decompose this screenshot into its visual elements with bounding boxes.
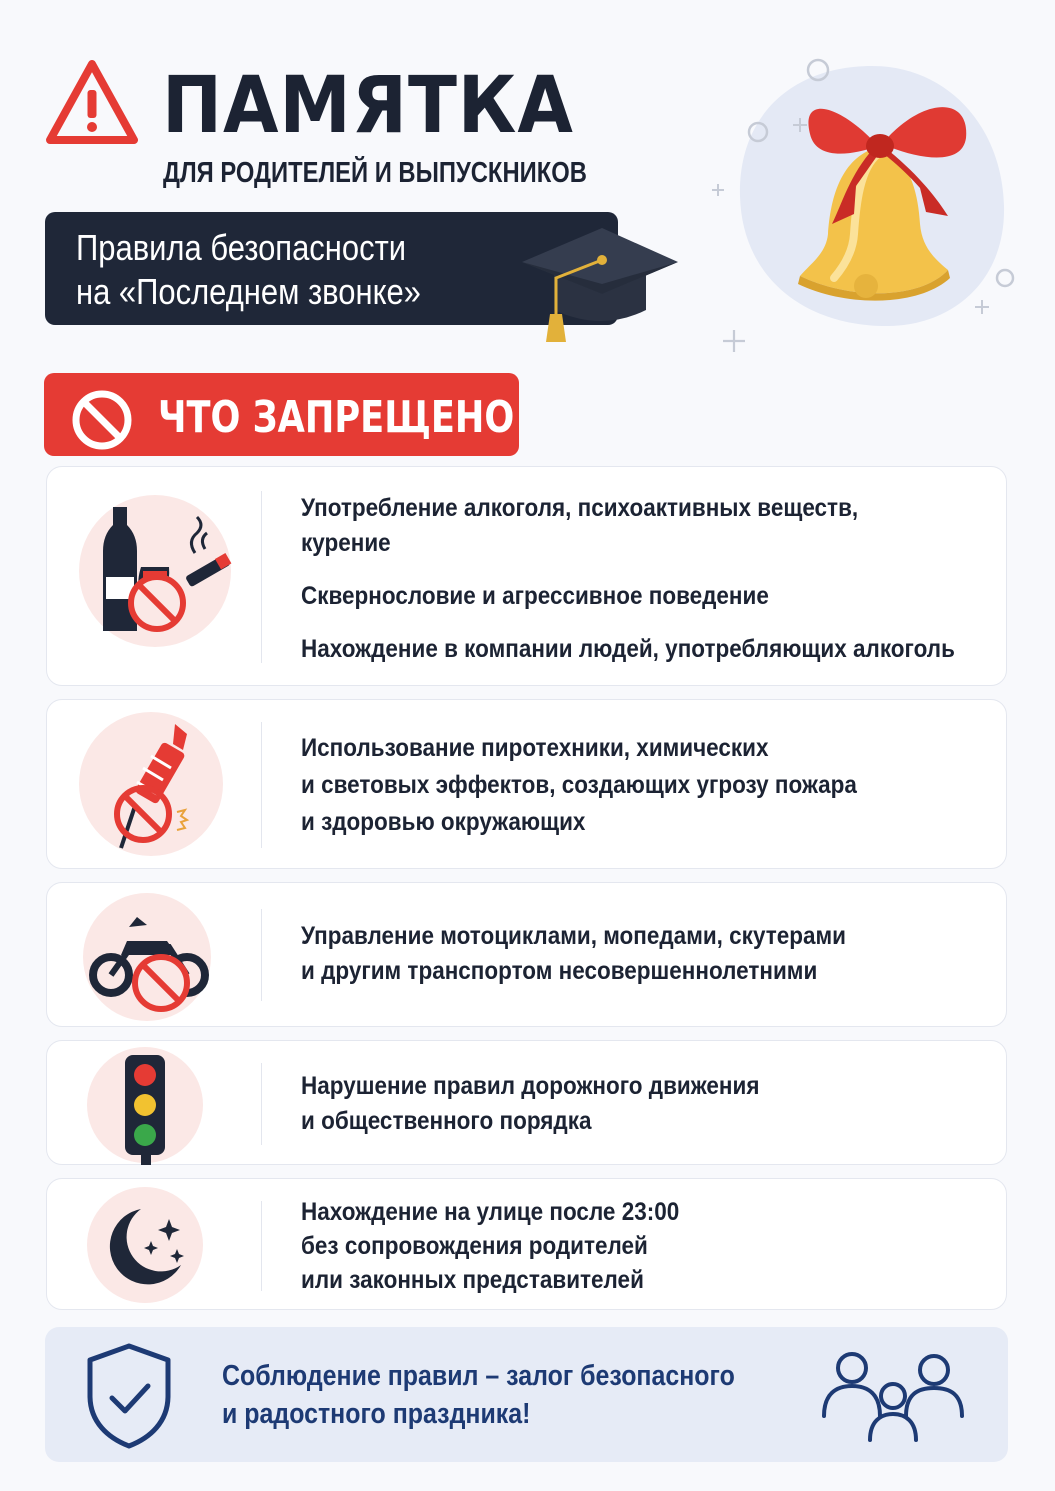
- rule-line: Управление мотоциклами, мопедами, скутерами: [301, 922, 847, 950]
- card-divider: [261, 1063, 262, 1145]
- footer-line-2: и радостного праздника!: [222, 1398, 531, 1430]
- card-divider: [261, 1201, 262, 1291]
- rule-card-traffic: [46, 1040, 1007, 1165]
- rule-line: Нахождение в компании людей, употребляющих алкоголь: [301, 635, 955, 663]
- rule-line: Нахождение на улице после 23:00: [301, 1198, 680, 1226]
- rules-banner-text: [76, 226, 421, 314]
- footer-message: [222, 1357, 735, 1433]
- rule-text: [301, 730, 857, 841]
- graduation-cap-icon: [520, 222, 680, 350]
- banner-line-2: на «Последнем звонке»: [76, 271, 421, 312]
- rule-line: и световых эффектов, создающих угрозу пожара: [301, 771, 857, 799]
- alcohol-smoking-prohibited-icon: [77, 493, 237, 653]
- forbidden-section-title: ЧТО ЗАПРЕЩЕНО: [158, 392, 515, 443]
- school-bell-icon: [770, 64, 990, 304]
- firework-prohibited-icon: [77, 710, 227, 860]
- motorcycle-prohibited-icon: [77, 891, 217, 1021]
- warning-icon: [44, 58, 140, 148]
- rule-text: [301, 919, 846, 989]
- page-title: ПАМЯТКА: [162, 61, 574, 151]
- rule-text: [301, 1069, 759, 1139]
- rule-line: без сопровождения родителей: [301, 1232, 648, 1260]
- shield-check-icon: [82, 1340, 176, 1452]
- footer-line-1: Соблюдение правил – залог безопасного: [222, 1360, 735, 1392]
- rule-line: и общественного порядка: [301, 1107, 592, 1135]
- rule-card-alcohol: [46, 466, 1007, 686]
- rule-line: курение: [301, 529, 391, 557]
- traffic-light-icon: [81, 1045, 211, 1165]
- rule-line: Сквернословие и агрессивное поведение: [301, 582, 769, 610]
- moon-night-icon: [81, 1185, 211, 1307]
- rule-line: и здоровью окружающих: [301, 808, 586, 836]
- banner-line-1: Правила безопасности: [76, 227, 407, 268]
- rule-line: Нарушение правил дорожного движения: [301, 1072, 760, 1100]
- family-icon: [818, 1350, 968, 1442]
- card-divider: [261, 722, 262, 848]
- prohibited-icon: [70, 388, 134, 452]
- rule-card-night: [46, 1178, 1007, 1310]
- rule-text: [301, 491, 955, 667]
- rule-card-pyrotechnics: [46, 699, 1007, 869]
- rule-line: Использование пиротехники, химических: [301, 734, 769, 762]
- rule-line: или законных представителей: [301, 1266, 644, 1294]
- card-divider: [261, 491, 262, 663]
- card-divider: [261, 909, 262, 1001]
- rule-line: Употребление алкоголя, психоактивных веществ,: [301, 494, 859, 522]
- rule-card-motorcycle: [46, 882, 1007, 1027]
- rule-line: и другим транспортом несовершеннолетними: [301, 957, 818, 985]
- rule-text: [301, 1195, 679, 1297]
- page-subtitle: ДЛЯ РОДИТЕЛЕЙ И ВЫПУСКНИКОВ: [163, 157, 587, 189]
